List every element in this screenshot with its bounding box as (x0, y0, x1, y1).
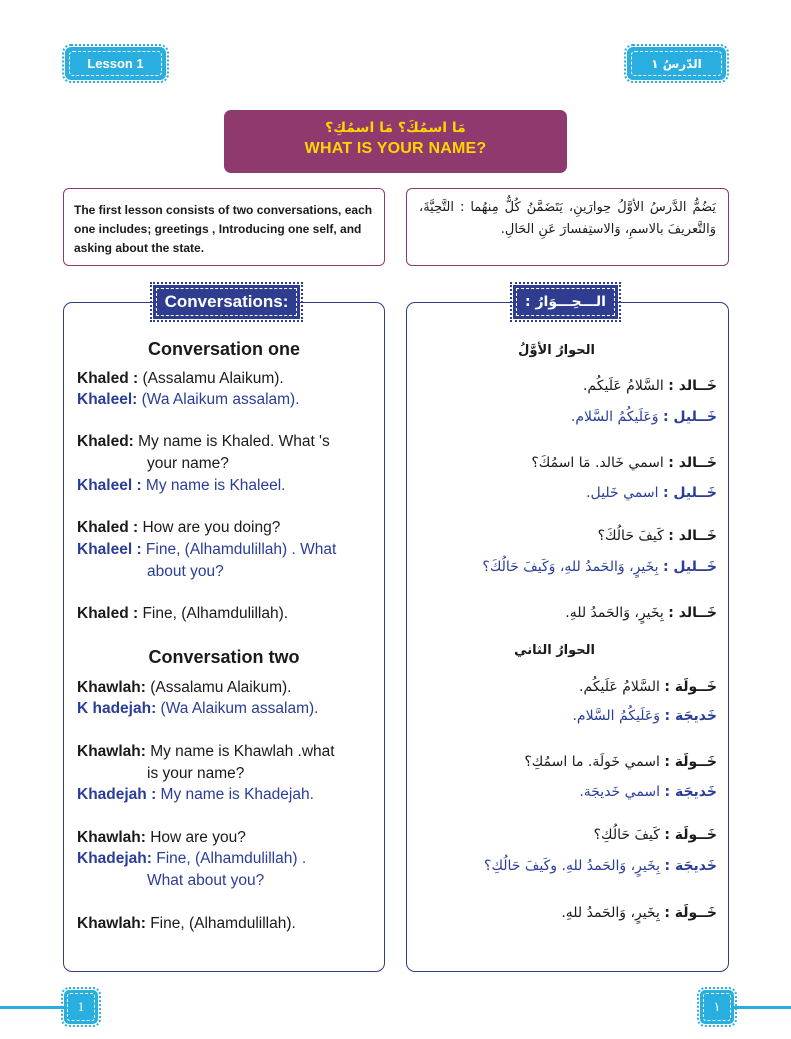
speaker-name: Khawlah: (77, 915, 146, 932)
dialogue-line (77, 786, 314, 804)
footer-line-left (0, 1006, 64, 1009)
speaker-name: Khaled: (77, 433, 134, 450)
speaker-name: خَــالد : (668, 378, 717, 394)
speaker-name: Khadejah: (77, 850, 152, 867)
dialogue-text: بِخَيرٍ، وَالحَمدُ للهِ. وكَيفَ حَالُكِ؟ (484, 858, 665, 874)
speaker-name: Khawlah: (77, 679, 146, 696)
conversations-tag-english-label: Conversations: (164, 292, 289, 311)
conversation-two-heading: Conversation two (148, 647, 300, 667)
dialogue-text: السَّلامُ عَلَيكُم. (579, 679, 665, 695)
speaker-name: Khadejah : (77, 786, 157, 803)
dialogue-text: Fine, (Alhamdulillah). (145, 915, 296, 932)
speaker-name: K hadejah: (77, 700, 157, 717)
dialogue-text: (Assalamu Alaikum). (138, 370, 284, 387)
dialogue-text: about you? (147, 563, 224, 580)
dialogue-line (77, 829, 246, 847)
dialogue-line (77, 477, 285, 495)
dialogue-text: your name? (147, 455, 229, 472)
dialogue-text: بِخَيرٍ، وَالحَمدُ للهِ. (565, 605, 669, 621)
dialogue-text: السَّلامُ عَلَيكُم. (582, 378, 669, 394)
dialogue-line (77, 679, 291, 697)
speaker-name: Khaleel : (77, 541, 142, 558)
dialogue-text: My name is Khaled. What 's (133, 433, 330, 450)
conversation-one-heading: Conversation one (147, 339, 301, 359)
dialogue-text: وَعَلَيكُمُ السَّلام. (572, 708, 665, 724)
speaker-name: Khawlah: (77, 743, 146, 760)
dialogue-text: كَيفَ حَالُكَ؟ (597, 528, 669, 544)
dialogue-text: Fine, (Alhamdulillah). (138, 605, 289, 622)
arabic-dialogue-line (482, 559, 717, 575)
speaker-name: Khaleel: (77, 391, 138, 408)
intro-english: The first lesson consists of two conversations, each one includes; greetings , Introducing one self, and asking about the state. (63, 188, 385, 266)
dialogue-line (147, 765, 244, 783)
speaker-name: خَــولَة : (664, 679, 717, 695)
dialogue-line (77, 519, 280, 537)
dialogue-text: My name is Khadejah. (156, 786, 314, 803)
title-english: WHAT IS YOUR NAME? (304, 140, 487, 157)
speaker-name: خَــولَة : (664, 827, 717, 843)
page-number-en-label: 1 (77, 999, 85, 1014)
dialogue-text: (Wa Alaikum assalam). (156, 700, 319, 717)
speaker-name: خَــالد : (668, 455, 717, 471)
title-arabic: مَا اسمُكَ؟ مَا اسمُكِ؟ (325, 120, 466, 136)
arabic-conversation-two-heading: الحوارُ الثاني (514, 643, 595, 658)
speaker-name: Khaled : (77, 605, 139, 622)
arabic-dialogue-line (524, 754, 717, 770)
dialogue-text: is your name? (147, 765, 245, 782)
speaker-name: Khaled : (77, 519, 139, 536)
arabic-dialogue-line (565, 605, 717, 621)
dialogue-line (147, 455, 229, 473)
arabic-dialogue-line (594, 827, 717, 843)
lesson-badge-en-label: Lesson 1 (87, 56, 144, 71)
speaker-name: خَــليل : (662, 409, 717, 425)
dialogue-text: What about you? (147, 872, 265, 889)
footer-line-right (734, 1006, 791, 1009)
speaker-name: خَديجَة : (664, 708, 717, 724)
lesson-badge-ar-label: الدّرسُ ١ (651, 56, 702, 71)
dialogue-text: اسمي خَديجَة. (579, 784, 665, 800)
title-banner (224, 110, 567, 173)
dialogue-text: وَعَلَيكُمُ السَّلام. (570, 409, 663, 425)
intro-arabic: يَضُمُّ الدَّرسُ الأوَّلُ حِوارَينِ، يَتَضَمَّنُ كُلٌّ مِنهُما : التَّحِيَّةَ، وَالتَّعريفَ بالاسمِ، وَالاستِفسارَ عَنِ الحَالِ. (406, 188, 729, 266)
dialogue-text: My name is Khawlah .what (145, 743, 335, 760)
speaker-name: Khawlah: (77, 829, 146, 846)
arabic-dialogue-line (583, 378, 717, 394)
dialogue-text: اسمي خَالد. مَا اسمُكَ؟ (531, 455, 669, 471)
speaker-name: خَــليل : (662, 559, 717, 575)
conversations-tag-arabic-label: الـــحِـــوَارُ : (525, 294, 606, 310)
dialogue-line (77, 915, 296, 933)
dialogue-text: بِخَيرٍ، وَالحَمدُ للهِ، وَكَيفَ حَالُكَ؟ (482, 559, 663, 575)
arabic-dialogue-line (531, 455, 717, 471)
dialogue-text: بِخَيرٍ، وَالحَمدُ للهِ. (561, 905, 665, 921)
dialogue-line (77, 391, 300, 409)
arabic-dialogue-line (572, 708, 717, 724)
arabic-dialogue-line (579, 679, 717, 695)
speaker-name: خَديجَة : (664, 784, 717, 800)
arabic-dialogue-line (586, 485, 717, 501)
lesson-badge-ar (627, 47, 726, 80)
dialogue-text: كَيفَ حَالُكِ؟ (593, 827, 665, 843)
conversations-tag-english (153, 285, 300, 319)
speaker-name: خَــولَة : (664, 754, 717, 770)
page-number-ar (700, 990, 734, 1024)
dialogue-line (147, 563, 224, 581)
dialogue-line (77, 605, 288, 623)
arabic-dialogue-line (561, 905, 717, 921)
speaker-name: Khaled : (77, 370, 139, 387)
speaker-name: Khaleel : (77, 477, 142, 494)
dialogue-line (77, 541, 336, 559)
page-number-ar-label: ١ (713, 999, 721, 1014)
dialogue-line (77, 743, 335, 761)
conversations-tag-arabic (513, 285, 618, 319)
speaker-name: خَــالد : (668, 605, 717, 621)
page-number-en (64, 990, 98, 1024)
dialogue-line (77, 433, 330, 451)
dialogue-text: (Assalamu Alaikum). (145, 679, 292, 696)
arabic-dialogue-line (571, 409, 717, 425)
dialogue-text: اسمي خَولَة. ما اسمُكِ؟ (524, 754, 665, 770)
dialogue-line (77, 700, 318, 718)
lesson-badge-en (65, 47, 166, 80)
arabic-conversation-one-heading: الحوارُ الأوَّلُ (518, 343, 595, 358)
dialogue-text: Fine, (Alhamdulillah) . What (141, 541, 337, 558)
dialogue-text: My name is Khaleel. (141, 477, 286, 494)
dialogue-line (77, 370, 284, 388)
dialogue-text: How are you? (145, 829, 246, 846)
dialogue-line (147, 872, 264, 890)
speaker-name: خَــولَة : (664, 905, 717, 921)
speaker-name: خَــليل : (662, 485, 717, 501)
speaker-name: خَــالد : (668, 528, 717, 544)
dialogue-line (77, 850, 306, 868)
dialogue-text: (Wa Alaikum assalam). (137, 391, 300, 408)
arabic-dialogue-line (484, 858, 717, 874)
dialogue-text: How are you doing? (138, 519, 281, 536)
dialogue-text: اسمي خَليل. (586, 485, 663, 501)
arabic-dialogue-line (579, 784, 717, 800)
dialogue-text: Fine, (Alhamdulillah) . (151, 850, 307, 867)
speaker-name: خَديجَة : (664, 858, 717, 874)
arabic-dialogue-line (598, 528, 717, 544)
